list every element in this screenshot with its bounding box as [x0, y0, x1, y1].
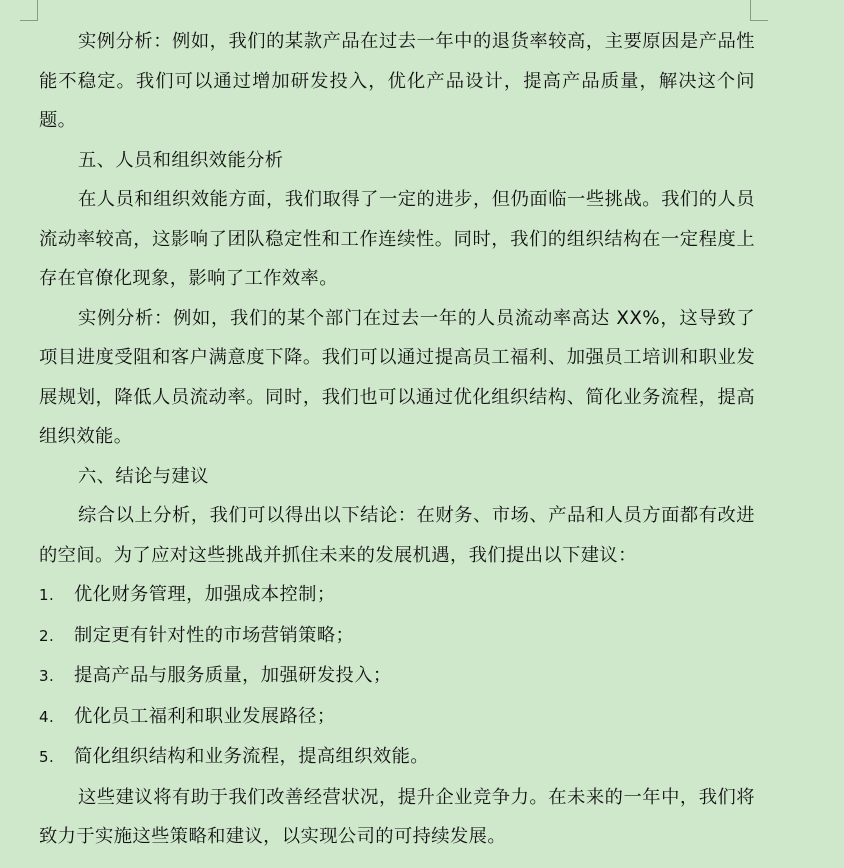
list-item: [39, 656, 755, 697]
paragraph-conclusion: 综合以上分析，我们可以得出以下结论：在财务、市场、产品和人员方面都有改进的空间。为了应对这些挑战并抓住未来的发展机遇，我们提出以下建议：: [39, 505, 755, 566]
list-number: 3.: [39, 667, 55, 685]
list-item: [39, 575, 755, 616]
list-item: [39, 697, 755, 738]
margin-mark-top-left-h: [20, 20, 38, 21]
section-heading-5: 五、人员和组织效能分析: [78, 149, 284, 171]
list-text: 制定更有针对性的市场营销策略；: [74, 624, 355, 646]
list-number: 5.: [39, 748, 55, 766]
list-text: 优化财务管理，加强成本控制；: [74, 584, 336, 605]
margin-mark-top-right: [750, 0, 751, 20]
list-number: 2.: [39, 626, 55, 645]
list-number: 4.: [39, 707, 55, 726]
list-number: 1.: [39, 586, 55, 604]
list-text: 优化员工福利和职业发展路径；: [74, 705, 336, 727]
paragraph-personnel: 在人员和组织效能方面，我们取得了一定的进步，但仍面临一些挑战。我们的人员流动率较高，这影响了团队稳定性和工作连续性。同时，我们的组织结构在一定程度上存在官僚化现象，影响了工作效率。: [39, 189, 755, 289]
paragraph-example-product: 实例分析：例如，我们的某款产品在过去一年中的退货率较高，主要原因是产品性能不稳定。我们可以通过增加研发投入，优化产品设计，提高产品质量，解决这个问题。: [39, 31, 755, 131]
paragraph-closing: 这些建议将有助于我们改善经营状况，提升企业竞争力。在未来的一年中，我们将致力于实施这些策略和建议，以实现公司的可持续发展。: [39, 786, 755, 847]
paragraph-example-department: 实例分析：例如，我们的某个部门在过去一年的人员流动率高达 XX%，这导致了项目进度受阻和客户满意度下降。我们可以通过提高员工福利、加强员工培训和职业发展规划，降低人员流动率。同时，我们也可以通过优化组织结构、简化业务流程，提高组织效能。: [39, 307, 755, 447]
document-page: [39, 22, 755, 857]
list-text: 提高产品与服务质量，加强研发投入；: [74, 665, 392, 686]
list-item: [39, 737, 755, 778]
margin-mark-top-left: [37, 0, 38, 20]
margin-mark-top-right-h: [750, 20, 768, 21]
section-heading-6: 六、结论与建议: [78, 465, 209, 487]
list-text: 简化组织结构和业务流程，提高组织效能。: [74, 746, 429, 767]
list-item: [39, 616, 755, 657]
